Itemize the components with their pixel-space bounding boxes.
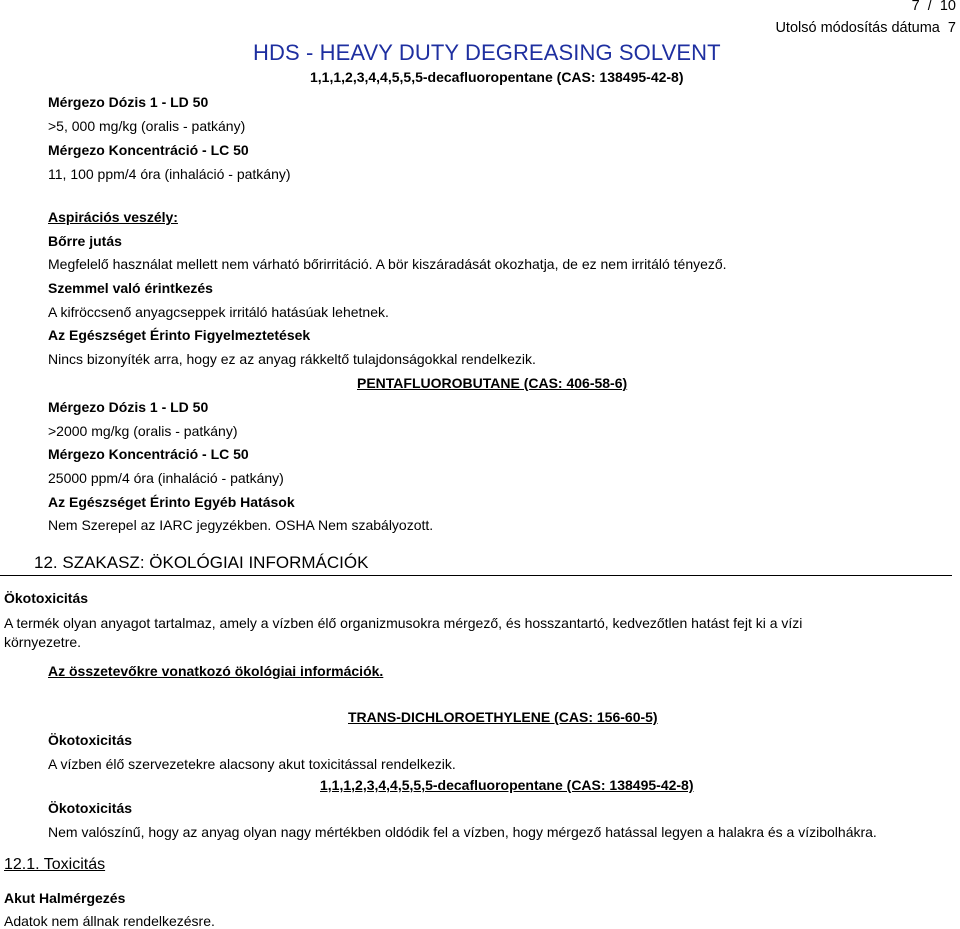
ld50-value: >5, 000 mg/kg (oralis - patkány) bbox=[48, 118, 246, 134]
aspiration-heading: Aspirációs veszély: bbox=[48, 209, 178, 225]
lc50-label: Mérgezo Koncentráció - LC 50 bbox=[48, 142, 249, 158]
modified-date bbox=[775, 20, 956, 36]
acute-heading: Akut Halmérgezés bbox=[4, 890, 126, 906]
eye-text: A kifröccsenő anyagcseppek irritáló hatásúak lehetnek. bbox=[48, 304, 389, 320]
health-heading: Az Egészséget Érinto Figyelmeztetések bbox=[48, 327, 311, 343]
acute-text: Adatok nem állnak rendelkezésre. bbox=[4, 913, 215, 929]
other-effects-heading: Az Egészséget Érinto Egyéb Hatások bbox=[48, 494, 295, 510]
toxicity-subheading: 12.1. Toxicitás bbox=[4, 856, 106, 873]
ld50-label: Mérgezo Dózis 1 - LD 50 bbox=[48, 94, 209, 110]
document-title: HDS - HEAVY DUTY DEGREASING SOLVENT bbox=[253, 40, 721, 65]
skin-heading: Bőrre jutás bbox=[48, 233, 122, 249]
tox2-ld50-value: >2000 mg/kg (oralis - patkány) bbox=[48, 423, 238, 439]
tox2-lc50-label: Mérgezo Koncentráció - LC 50 bbox=[48, 446, 249, 462]
comp1-name: TRANS-DICHLOROETHYLENE (CAS: 156-60-5) bbox=[348, 709, 658, 725]
comp2-eco-text: Nem valószínű, hogy az anyag olyan nagy mértékben oldódik fel a vízben, hogy mérgező hatással legyen a halakra és a vízibolhákra. bbox=[48, 824, 877, 840]
eco-heading: Ökotoxicitás bbox=[4, 590, 89, 606]
comp2-name: 1,1,1,2,3,4,4,5,5,5-decafluoropentane (CAS: 138495-42-8) bbox=[320, 777, 694, 793]
comp1-eco-heading: Ökotoxicitás bbox=[48, 732, 133, 748]
modified-value: 7 bbox=[947, 20, 956, 36]
tox2-ld50-label: Mérgezo Dózis 1 - LD 50 bbox=[48, 399, 209, 415]
comp1-eco-text: A vízben élő szervezetekre alacsony akut toxicitással rendelkezik. bbox=[48, 756, 456, 772]
lc50-value: 11, 100 ppm/4 óra (inhaláció - patkány) bbox=[48, 166, 291, 182]
tox2-substance: PENTAFLUOROBUTANE (CAS: 406-58-6) bbox=[357, 375, 628, 391]
components-heading: Az összetevőkre vonatkozó ökológiai információk. bbox=[48, 663, 384, 679]
page-number: 7 bbox=[911, 0, 920, 14]
tox2-lc50-value: 25000 ppm/4 óra (inhaláció - patkány) bbox=[48, 470, 284, 486]
modified-label: Utolsó módosítás dátuma bbox=[775, 20, 940, 36]
eye-heading: Szemmel való érintkezés bbox=[48, 280, 213, 296]
comp2-eco-heading: Ökotoxicitás bbox=[48, 800, 133, 816]
header-substance: 1,1,1,2,3,4,4,5,5,5-decafluoropentane (CAS: 138495-42-8) bbox=[310, 69, 684, 85]
other-effects-text: Nem Szerepel az IARC jegyzékben. OSHA Nem szabályozott. bbox=[48, 517, 434, 533]
section-12-title: 12. SZAKASZ: ÖKOLÓGIAI INFORMÁCIÓK bbox=[34, 553, 369, 572]
page-counter bbox=[912, 0, 956, 14]
page-separator: / bbox=[927, 0, 932, 14]
skin-text: Megfelelő használat mellett nem várható bőrirritáció. A bör kiszáradását okozhatja, de ez nem irritáló tényező. bbox=[48, 256, 727, 272]
eco-text: A termék olyan anyagot tartalmaz, amely a vízben élő organizmusokra mérgező, és hosszantartó, kedvezőtlen hatást fejt ki a vízi környezetre. bbox=[4, 615, 803, 650]
page-total: 10 bbox=[939, 0, 956, 14]
section-12-heading bbox=[0, 553, 952, 576]
health-text: Nincs bizonyíték arra, hogy ez az anyag rákkeltő tulajdonságokkal rendelkezik. bbox=[48, 351, 536, 367]
